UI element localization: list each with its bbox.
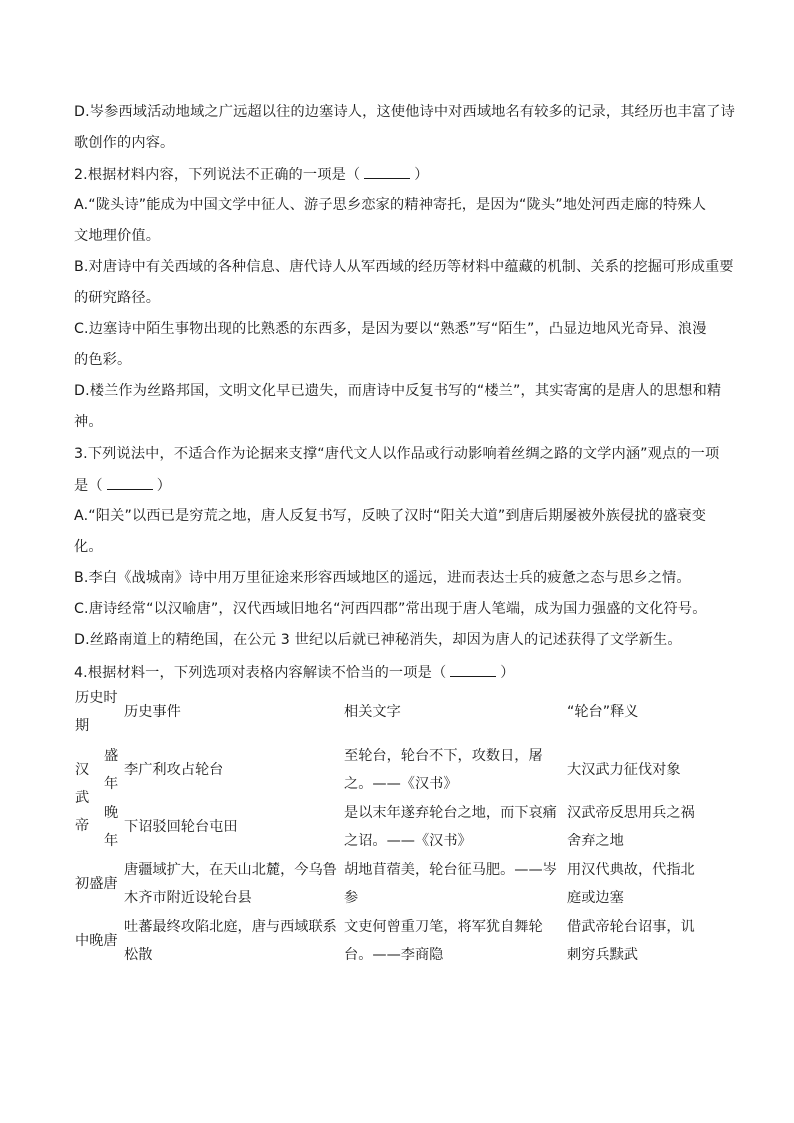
meaning-cell-line1: 汉武帝反思用兵之祸 bbox=[567, 805, 695, 821]
period-han-char: 汉 bbox=[75, 762, 90, 778]
question-3-stem-line2 bbox=[74, 475, 724, 496]
text-cell-line2: 之诏。——《汉书》 bbox=[344, 833, 472, 849]
meaning-cell-line1: 借武帝轮台诏事，讥 bbox=[567, 919, 695, 935]
event-cell-line2: 木齐市附近设轮台县 bbox=[124, 890, 252, 906]
question-3-stem-close: ） bbox=[156, 478, 172, 494]
header-meaning: “轮台”释义 bbox=[567, 704, 639, 720]
question-4-stem-close: ） bbox=[500, 665, 515, 681]
question-3-stem-line1: 3.下列说法中，不适合作为论据来支撑“唐代文人以作品或行动影响着丝绸之路的文学内涵”观点的一项 bbox=[74, 446, 720, 462]
subperiod-line2: 年 bbox=[104, 833, 119, 849]
question-3-stem-text: 是（ bbox=[74, 478, 103, 494]
subperiod-line1: 晚 bbox=[104, 805, 119, 821]
meaning-cell-line1: 用汉代典故，代指北 bbox=[567, 862, 695, 878]
q2-option-c-line1: C.边塞诗中陌生事物出现的比熟悉的东西多，是因为要以“熟悉”写“陌生”，凸显边地风光奇异、浪漫 bbox=[74, 321, 707, 337]
q3-option-a-line1: A.“阳关”以西已是穷荒之地，唐人反复书写，反映了汉时“阳关大道”到唐后期屡被外族侵扰的盛衰变 bbox=[74, 508, 707, 524]
answer-blank[interactable] bbox=[450, 662, 496, 677]
event-cell: 李广利攻占轮台 bbox=[124, 762, 224, 778]
meaning-cell-line2: 舍弃之地 bbox=[567, 833, 624, 849]
period-cell: 中晚唐 bbox=[75, 933, 118, 949]
question-2-stem-close: ） bbox=[414, 167, 429, 183]
period-wu-char: 武 bbox=[75, 790, 90, 806]
text-cell-line1: 文吏何曾重刀笔，将军犹自舞轮 bbox=[344, 919, 543, 935]
q2-option-d-line2: 神。 bbox=[74, 414, 103, 430]
q2-option-b-line1: B.对唐诗中有关西域的各种信息、唐代诗人从军西域的经历等材料中蕴藏的机制、关系的挖掘可形成重要 bbox=[74, 259, 734, 275]
meaning-cell-line2: 刺穷兵黩武 bbox=[567, 947, 638, 963]
text-cell-line2: 参 bbox=[344, 890, 359, 906]
text-cell-line2: 之。——《汉书》 bbox=[344, 776, 458, 792]
header-period-line2: 期 bbox=[75, 718, 90, 734]
q1-option-d-line1: D.岑参西域活动地域之广远超以往的边塞诗人，这使他诗中对西域地名有较多的记录，其经历也丰富了诗 bbox=[74, 104, 735, 120]
subperiod-line1: 盛 bbox=[104, 748, 119, 764]
q2-option-a-line1: A.“陇头诗”能成为中国文学中征人、游子思乡恋家的精神寄托，是因为“陇头”地处河西走廊的特殊人 bbox=[74, 197, 707, 213]
question-4-stem-text: 4.根据材料一，下列选项对表格内容解读不恰当的一项是（ bbox=[74, 665, 447, 681]
period-cell: 初盛唐 bbox=[75, 876, 118, 892]
q1-option-d-line2: 歌创作的内容。 bbox=[74, 135, 175, 151]
event-cell: 下诏驳回轮台屯田 bbox=[124, 819, 238, 835]
subperiod-line2: 年 bbox=[104, 776, 119, 792]
q2-option-b-line2: 的研究路径。 bbox=[74, 290, 161, 306]
answer-blank[interactable] bbox=[107, 475, 153, 490]
text-cell-line2: 台。——李商隐 bbox=[344, 947, 444, 963]
q2-option-c-line2: 的色彩。 bbox=[74, 352, 132, 368]
text-cell-line1: 是以末年遂弃轮台之地，而下哀痛 bbox=[344, 805, 557, 821]
header-period-line1: 历史时 bbox=[75, 690, 118, 706]
text-cell-line1: 胡地苜蓿美，轮台征马肥。——岑 bbox=[344, 862, 557, 878]
answer-blank[interactable] bbox=[364, 164, 410, 179]
q2-option-a-line2: 文地理价值。 bbox=[74, 228, 161, 244]
event-cell-line2: 松散 bbox=[124, 947, 153, 963]
event-cell-line1: 吐蕃最终攻陷北庭，唐与西域联系 bbox=[124, 919, 337, 935]
meaning-cell-line2: 庭或边塞 bbox=[567, 890, 624, 906]
header-text: 相关文字 bbox=[344, 704, 401, 720]
header-event: 历史事件 bbox=[124, 704, 181, 720]
meaning-cell: 大汉武力征伐对象 bbox=[567, 762, 681, 778]
question-2-stem bbox=[74, 164, 724, 185]
q3-option-b: B.李白《战城南》诗中用万里征途来形容西域地区的遥远，进而表达士兵的疲惫之态与思乡之情。 bbox=[74, 570, 691, 586]
q2-option-d-line1: D.楼兰作为丝路邦国，文明文化早已遗失，而唐诗中反复书写的“楼兰”，其实寄寓的是唐人的思想和精 bbox=[74, 383, 722, 399]
question-2-stem-text: 2.根据材料内容，下列说法不正确的一项是（ bbox=[74, 167, 361, 183]
period-di-char: 帝 bbox=[75, 818, 90, 834]
event-cell-line1: 唐疆域扩大，在天山北麓，今乌鲁 bbox=[124, 862, 337, 878]
q3-option-c: C.唐诗经常“以汉喻唐”，汉代西域旧地名“河西四郡”常出现于唐人笔端，成为国力强盛的文化符号。 bbox=[74, 601, 707, 617]
question-4-stem bbox=[74, 662, 724, 683]
q3-option-d: D.丝路南道上的精绝国，在公元 3 世纪以后就已神秘消失，却因为唐人的记述获得了文学新生。 bbox=[74, 632, 682, 648]
text-cell-line1: 至轮台，轮台不下，攻数日，屠 bbox=[344, 748, 543, 764]
q3-option-a-line2: 化。 bbox=[74, 539, 103, 555]
